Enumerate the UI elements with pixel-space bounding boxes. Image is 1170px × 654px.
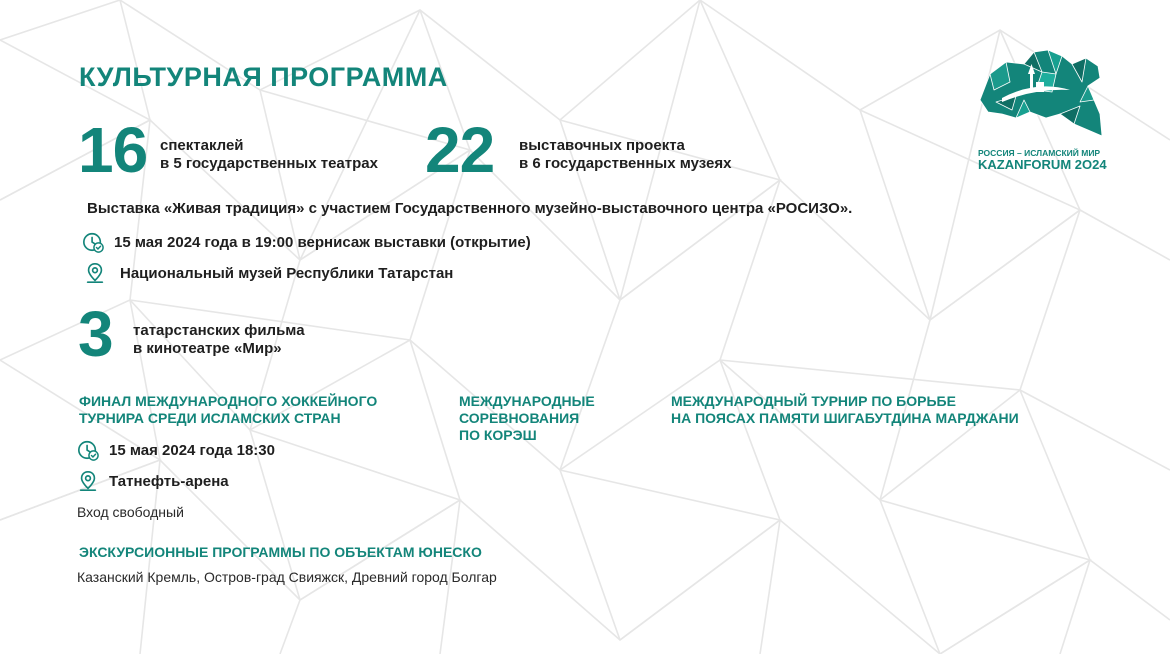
clock-check-icon xyxy=(82,231,104,253)
exhibition-headline: Выставка «Живая традиция» с участием Государственного музейно-выставочного центра «РОСИЗО». xyxy=(87,200,853,217)
stat-text-plays xyxy=(160,137,378,173)
stat-text-line: в 5 государственных театрах xyxy=(160,155,378,172)
stat-text-line: татарстанских фильма xyxy=(133,322,305,339)
unesco-sites: Казанский Кремль, Остров-град Свияжск, Древний город Болгар xyxy=(77,569,497,585)
stat-number-plays: 16 xyxy=(78,114,148,186)
hockey-datetime: 15 мая 2024 года 18:30 xyxy=(109,441,275,459)
stat-text-line: в 6 государственных музеях xyxy=(519,155,732,172)
hockey-venue-row xyxy=(77,470,229,492)
koresh-heading-line: СОРЕВНОВАНИЯ xyxy=(459,410,580,426)
hockey-datetime-row xyxy=(77,439,275,461)
stat-text-films xyxy=(133,322,305,358)
exhibition-datetime: 15 мая 2024 года в 19:00 вернисаж выставки (открытие) xyxy=(114,233,531,251)
hockey-heading-line: ФИНАЛ МЕЖДУНАРОДНОГО ХОККЕЙНОГО xyxy=(79,393,378,409)
logo-caption-top: РОССИЯ – ИСЛАМСКИЙ МИР xyxy=(978,148,1101,158)
hockey-heading-line: ТУРНИРА СРЕДИ ИСЛАМСКИХ СТРАН xyxy=(79,410,341,426)
hockey-heading xyxy=(79,393,377,427)
forum-logo xyxy=(976,44,1126,174)
hockey-entry-note: Вход свободный xyxy=(77,504,184,520)
location-pin-icon xyxy=(84,262,106,284)
wrestling-heading-line: НА ПОЯСАХ ПАМЯТИ ШИГАБУТДИНА МАРДЖАНИ xyxy=(671,410,1019,426)
wrestling-heading xyxy=(671,393,1019,427)
location-pin-icon xyxy=(77,470,99,492)
exhibition-venue: Национальный музей Республики Татарстан xyxy=(120,264,454,282)
stat-number-exhibitions: 22 xyxy=(425,114,495,186)
exhibition-venue-row xyxy=(84,262,453,284)
koresh-heading xyxy=(459,393,595,444)
stat-text-exhibitions xyxy=(519,137,731,173)
unesco-heading: ЭКСКУРСИОННЫЕ ПРОГРАММЫ ПО ОБЪЕКТАМ ЮНЕСКО xyxy=(79,544,482,560)
logo-caption-bottom: KAZANFORUM 2О24 xyxy=(978,157,1107,172)
exhibition-datetime-row xyxy=(82,231,531,253)
page-title: КУЛЬТУРНАЯ ПРОГРАММА xyxy=(79,62,448,92)
stat-text-line: выставочных проекта xyxy=(519,137,685,154)
hockey-venue: Татнефть-арена xyxy=(109,472,229,490)
stat-number-films: 3 xyxy=(78,298,113,370)
wrestling-heading-line: МЕЖДУНАРОДНЫЙ ТУРНИР ПО БОРЬБЕ xyxy=(671,393,956,409)
clock-check-icon xyxy=(77,439,99,461)
russia-map-logo-icon xyxy=(976,44,1116,144)
stat-text-line: спектаклей xyxy=(160,137,244,154)
koresh-heading-line: ПО КОРЭШ xyxy=(459,427,537,443)
koresh-heading-line: МЕЖДУНАРОДНЫЕ xyxy=(459,393,595,409)
stat-text-line: в кинотеатре «Мир» xyxy=(133,340,282,357)
